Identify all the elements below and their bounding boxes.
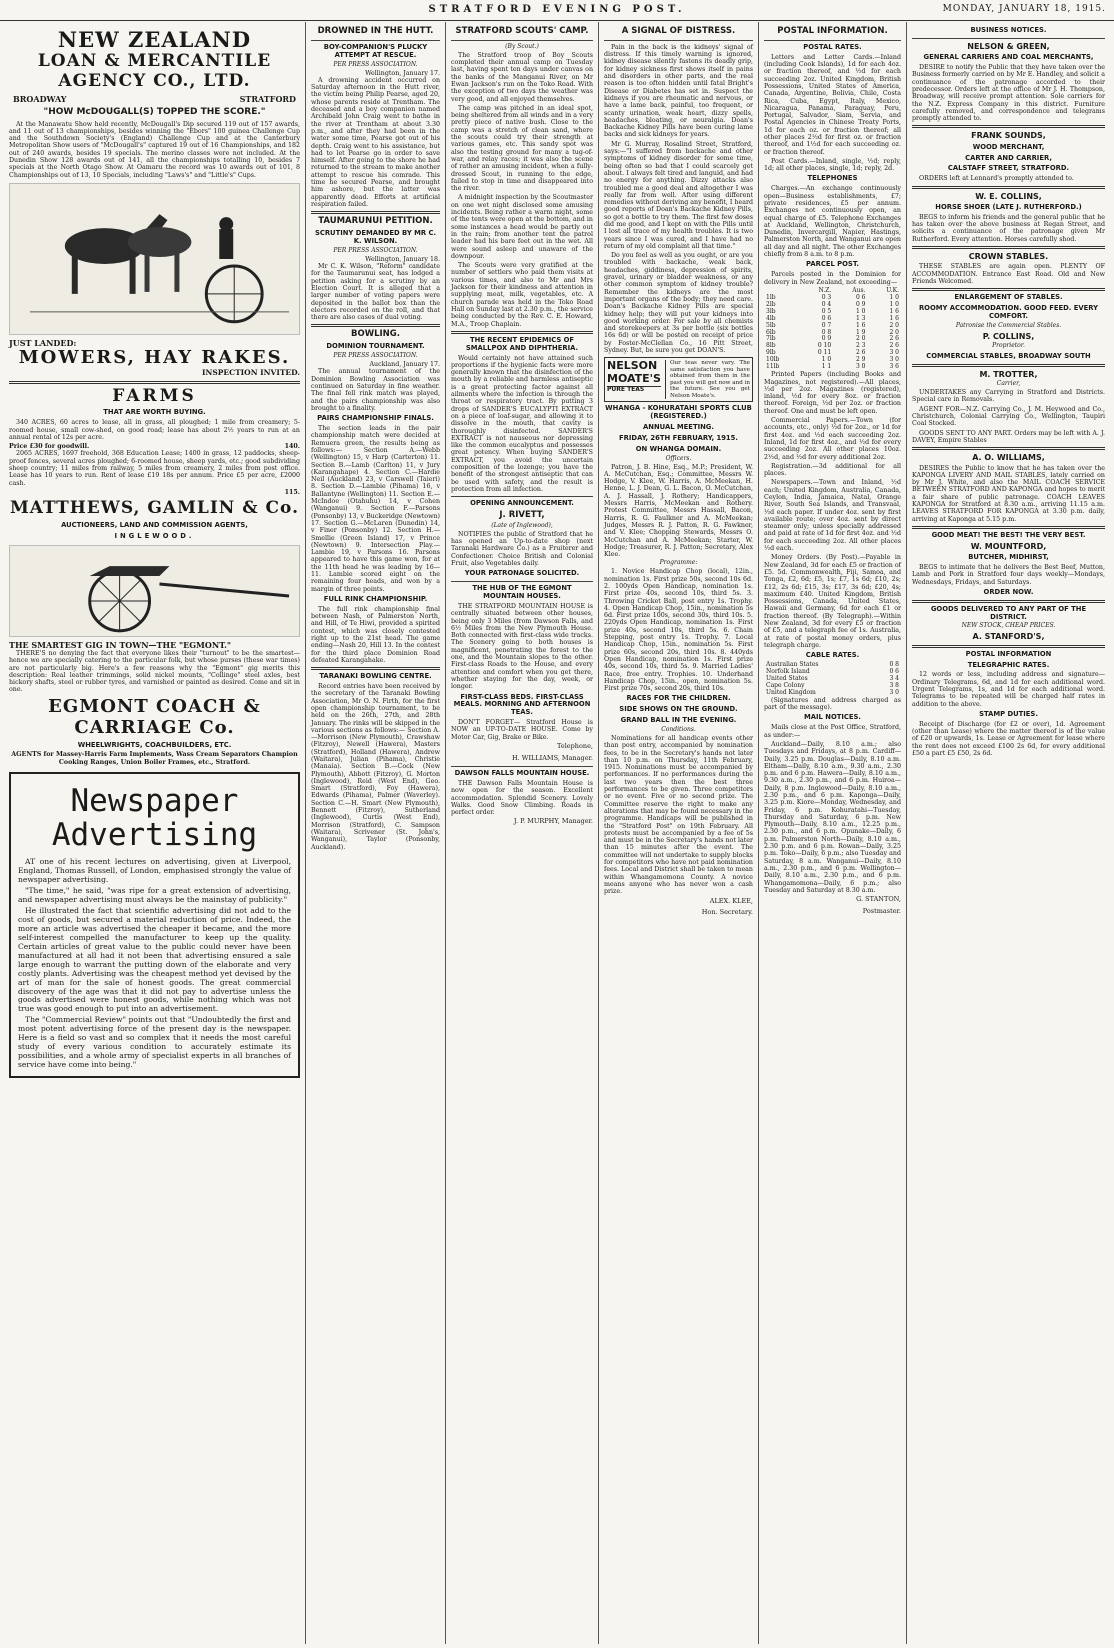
programme-heading: Programme: [659,559,698,567]
taumarunui-subhead: SCRUTINY DEMANDED BY MR C. K. WILSON. [314,229,437,245]
mail-intro: Mails close at the Post Office, Stratford, as under:— [764,724,901,739]
table-cell: 1 6 [889,314,899,322]
goods-sent: GOODS SENT TO ANY PART. Orders may be left with A. J. DAVEY, Empire Stables [912,429,1105,444]
signal-p1: Pain in the back is the kidneys' signal of distress. If this timely warning is ignored, kidney disease silently fastens its deadly grip, for kidney sickness first shows itself in pains and disorders in other parts, and the real reason is too often hidden until fatal Bright's Disease or Diabetes has set in. Suspect the kidneys if you are rheumatic and nervous, or have a lame back, painful, too frequent, or scanty urination, weak heart, dizzy spells, headaches, bloating, or neuralgia. Doan's Backache Kidney Pills have been curing lame backs and sick kidneys for years. [604,43,753,139]
parcel-table [764,288,901,371]
nzl-address-left: BROADWAY [13,93,67,104]
table-cell: 0 7 [821,321,832,329]
masthead [0,0,1114,21]
conditions-body: Nominations for all handicap events other than post entry, accompanied by nomination fees, to be in the Secretary's hands not later than 10 p.m. on Thursday, 11th February, 1915. Nominations must be accompanied by performances. If no performances during the last two years then the best three performances to be given. Three competitors or no event. Five or no second prize. The Committee reserve the right to make any alterations that may be found necessary in the programme. Handicaps will be published in the "Stratford Post" on 19th February. All protests must be accompanied by a fee of 5s and must be in the Secretary's hands not later than 15 minutes after the event. The committee will not undertake to supply blocks for competitors who have not paid nomination fees. Local and District shall be taken to mean within Whangamomona County. A novice means anyone who has never won a cash prize. [604,735,753,896]
cable-note: (Signatures and address charged as part of the message). [764,696,901,712]
nzl-quote: "HOW McDOUGALL(S) TOPPED THE SCORE." [43,107,266,118]
telegraphic-body: 12 words or less, including address and signature— Ordinary Telegrams, 6d, and 1d for each additional word. Urgent Telegrams, 1s, and 1d for each additional word. Telegrams to be repeated will be charged half rates in addition to the above. [912,671,1105,708]
newspapers: Newspapers.—Town and Inland, ½d each; United Kingdom, Australia, Canada, Ceylon, India, Jamaica, Natal, Orange River, South Sea Islands, and Transvaal, ½d each paper. If under 4oz. sent by first available route; over 4oz. sent by direct steamer only; unless specially addressed and paid at rate of 1d for first 4oz. and ½d for each succeeding 2oz. All other places ½d each. [764,479,901,553]
table-cell: 1lb [766,293,776,301]
news-ad-p4: The "Commercial Review" points out that "Undoubtedly the first and most potent advertising force of the present day is the newspaper. Here is a field so vast and so complex that it needs the most careful study of every various condition to accurately estimate its possibilities, and a whole army of specialist experts in all branches of service have come into being." [18,1015,291,1070]
nelson-green: NELSON & GREEN, [967,41,1050,51]
table-cell: 6lb [766,328,776,336]
parcel-post-heading: PARCEL POST. [805,260,860,269]
nzl-address-right: STRATFORD [239,93,296,104]
agent-body: AGENT FOR—N.Z. Carrying Co., J. M. Heywood and Co., Christchurch, Colonial Carrying Co., Wellington, Taupiri Coal Stocked. [912,405,1105,428]
rivett-body: NOTIFIES the public of Stratford that he has opened an Up-to-date shop (next Taranaki Hardware Co.) as a Fruiterer and Confectioner. Choice British and Colonial Fruit, also Vegetables daily. [451,530,593,568]
table-cell: 0 8 [821,328,832,336]
table-header: Aus. [852,286,866,294]
table-cell: 3 4 [889,675,899,682]
taumarunui-dateline: Wellington, January 18. [365,255,440,263]
postal-rates: POSTAL RATES. [803,42,862,51]
collins-name: W. E. COLLINS, [975,191,1042,201]
press-association: PER PRESS ASSOCIATION. [333,60,418,68]
races-children: RACES FOR THE CHILDREN. [626,694,731,703]
egmont-coach-agents: AGENTS for Massey-Harris Farm Implements, Wass Cream Separators Champion Cooking Ranges, Union Boiler Frames, etc., Stratford. [11,751,298,766]
nelson-green-sub: GENERAL CARRIERS AND COAL MERCHANTS, [923,53,1094,62]
wood-merchant: WOOD MERCHANT, [972,142,1045,151]
column-postal [759,22,907,1644]
stamp-body: Receipt of Discharge (for £2 or over), 1d. Agreement (other than Lease) where the matter thereof is of the value of £20 or upwards, 1s. Lease or Agreement for lease where the rent does not exceed £100 2s 6d, for every additional £50 a part £5 £50, 2s 6d. [912,720,1105,757]
table-cell: 1 0 [889,300,899,308]
programme-body: 1. Novice Handicap Chop (local), 12in., nomination 1s. First prize 50s, second 10s 6d. 2. 100yds Open Handicap, nomination 1s. First prize 40s, second 10s, third 5s. 3. Throwing Cricket Ball, post entry 1s. Trophy. 4. Open Handicap Chop, 15in., nomination 5s 6d. First prize 100s, second 30s, third 10s. 5. 220yds Open Handicap, nomination 1s. First prize 40s, second 10s, third 5s. 6. Chain Stepping, post entry 1s. Trophy. 7. Local Handicap Chop, 15in., nomination 5s. First prize 60s, second 20s, third 10s. 8. 440yds Open Handicap, nomination 1s. First prize 40s, second 10s, third 5s. 9. Married Ladies' Race, free entry. Trophies. 10. Underhand Handicap Chop, 15in., open, nomination 5s. First prize 70s, second 20s, third 10s. [604,568,753,693]
opening-announcement: OPENING ANNOUNCEMENT. [470,499,574,508]
table-cell: 1 3 [855,314,866,322]
taumarunui-body: Mr C. K. Wilson, "Reform" candidate for the Taumarunui seat, has lodged a petition asking for a scrutiny by an Election Court. It is alleged that a larger number of voting papers were deposited in the ballot box than the electors recorded on the roll, and that there are also cases of dual voting. [311,263,440,322]
taumarunui-headline: TAUMARUNUI PETITION. [318,216,433,227]
nzl-title-2: LOAN & MERCANTILE [37,51,272,72]
scouts-p1: The Stratford troop of Boy Scouts completed their annual camp on Tuesday last, having spent ten days under canvas on the banks of the Manganui River, on Mr Ewan Jackson's run on the Toko Road. With the exception of two days the weather was very good, and all enjoyed themselves. [451,51,593,103]
table-cell: 10lb [766,356,780,364]
gig-title: THE SMARTEST GIG IN TOWN—THE "EGMONT." [9,639,232,650]
hub-beds: FIRST-CLASS BEDS. FIRST-CLASS MEALS. MORNING AND AFTERNOON TEAS. [453,692,591,717]
mail-notices-heading: MAIL NOTICES. [804,713,861,722]
table-row [764,288,901,295]
nelson-moate-text: Our teas never vary. The same satisfaction you have obtained from them in the past you will get now and in the future. See you get Nelson Moate's. [669,360,750,399]
horse-cart-illustration [9,183,300,335]
p-collins: P. COLLINS, [982,331,1035,341]
postcards-body: Post Cards.—Inland, single, ½d; reply, 1d; all other places, single, 1d; reply, 2d. [764,157,901,173]
table-cell: 2 6 [889,335,899,343]
mowers-title: MOWERS, HAY RAKES. [18,347,291,369]
nzl-title-1: NEW ZEALAND [57,27,252,52]
commercial-papers: Commercial Papers.—Town (for accounts, etc., only) ½d for 2oz., or 1d for first 4oz. and ½d each succeeding 2oz. Inland, 1d for first 4oz., and ½d for every succeeding 2oz. All other places 10oz. 2½d, and ½d for every additional 2oz. [764,417,901,461]
cheap-prices: NEW STOCK, CHEAP PRICES. [961,622,1056,630]
table-cell: 2 6 [889,342,899,350]
table-cell: 2 6 [855,349,866,357]
order-now: ORDER NOW. [983,587,1034,596]
table-cell: 3 0 [889,349,899,357]
scouts-byline: (By Scout.) [505,42,539,50]
scouts-headline: STRATFORD SCOUTS' CAMP. [455,26,589,36]
drowned-body: A drowning accident occurred on Saturday afternoon in the Hutt river, the victim being Philip Pearse, aged 20, whose parents reside at Trentham. The deceased and a boy companion named Archibald John Craig went to bathe in the river at Trentham at about 3.30 p.m., and after they had been in the water some time, Pearse got out of his depth. Craig went to his assistance, but had to let Pearse go in order to save himself. After going to the shore he had returned to the stream to make another attempt to rescue his comrade. This time he secured Pearse, and brought him ashore, but the latter was apparently dead. Efforts at artificial respiration failed. [311,76,440,208]
table-cell: 1 0 [889,293,899,301]
table-cell: 0 4 [821,300,832,308]
table-header: N.Z. [818,286,832,294]
table-cell: 4lb [766,314,776,322]
table-cell: United States [766,675,808,682]
proprietor: Proprietor. [992,342,1025,350]
table-cell: 1 0 [855,307,866,315]
full-rink-body: The full rink championship final between Nash, of Palmerston North, and Hill, of Te Hiwi, provided a spirited contest, which was closely contested right up to the 21st head. The game ending—Nash 20, Hill 13. In the contest for the third place Dominion Road defeated Karangahake. [311,605,440,664]
enlargement: ENLARGEMENT OF STABLES. [954,293,1063,302]
column-ads-left [4,22,306,1644]
table-cell: 3lb [766,307,776,315]
trotter-name: M. TROTTER, [979,369,1038,379]
table-cell: 2lb [766,300,776,308]
grand-ball: GRAND BALL IN THE EVENING. [620,716,737,725]
stamp-duties: STAMP DUTIES. [979,709,1038,718]
nzl-body: At the Manawatu Show held recently, McDougall's Dip secured 119 out of 157 awards, and 11 out of 13 championships, besides winning the "Ebors" 100 guinea Challenge Cup and the Southdown Society's (England) Challenge Cup and at the Canterbury Metropolitan Show users of "McDougall's" captured 19 out of 16 Championships, and 182 out of 240 awards, besides 19 specials. The merino classes were not included. At the Dunedin Show 128 awards out of 141, all the championships totalling 10, besides 7 specials at the North Otago Show. At Oamaru the record was 10 awards out of 101, 8 Championships out of 13, 10 Specials, including "Laws's" and "Little's" Cups. [9,120,300,179]
drowned-headline: DROWNED IN THE HUTT. [317,26,434,36]
table-cell: 0 3 [821,293,832,301]
telegraphic-rates: TELEGRAPHIC RATES. [967,660,1050,669]
calstaff-street: CALSTAFF STREET, STRATFORD. [947,164,1070,173]
table-cell: 7lb [766,335,776,343]
telephones-body: Charges.—An exchange continuously open—Business establishments, £7; private residences, £5 per annum. Exchanges not continuously open, an equal charge of £5. Telephone Exchanges at Auckland, Wellington, Christchurch, Dunedin, Invercargill, Napier, Hastings, Palmerston North, and Wanganui are open all day and all night. The other Exchanges chiefly from 8 a.m. to 8 p.m. [764,185,901,259]
horse-mower-icon [10,184,299,334]
horse-shoer: HORSE SHOER (LATE J. RUTHERFORD.) [935,202,1082,211]
column-news-2 [446,22,599,1644]
farms-subtitle: THAT ARE WORTH BUYING. [103,408,206,417]
nelson-green-body: DESIRE to notify the Public that they have taken over the Business formerly carried on by Mr E. Handley, and solicit a continuance of the patronage accorded to their predecessor. Orders left at the office of Mr J. H. Thompson, Broadway, will receive prompt attention. Sole carriers for the N.Z. Express Company in this district. Furniture carefully removed, and correspondence and telegrams promptly attended to. [912,64,1105,123]
conditions-heading: Conditions. [661,726,696,734]
postal-info-2: POSTAL INFORMATION [965,649,1052,658]
table-row [764,690,901,697]
officers-body: Patron, J. B. Hine, Esq., M.P.; President, W. A. McCutchan, Esq.; Committee, Messrs W. Hodge, V. Klee, W. Harris, A. McMeekan, H. Henne, L. J. Dean, G. L. Bacon, O. McCutchan, A. J. Hassall, J. Rothery; Handicappers, Messrs Harris, McMeekan and Rothery. Protest Committee, Messrs Hassall, Bacon, Harris, R. G. Faulkner and A. McMeekan; Judges, Messrs R. J. Patton, R. G. Fawkner, and V. Klee; Chopping Stewards, Messrs O. McCutchan and A. McMeekan; Starter, W. Hodge; Treasurer, R. J. Patton; Secretary, Alex Klee. [604,463,753,559]
nelson-moate-tag: PURE TEAS [607,386,661,394]
mountford-name: W. MOUNTFORD, [970,541,1047,551]
table-cell: 2 3 [855,342,866,350]
cable-table [764,662,901,697]
table-row [764,302,901,309]
table-cell: 2 0 [855,335,866,343]
press-association-3: PER PRESS ASSOCIATION. [333,352,418,360]
table-cell: 1 6 [889,307,899,315]
newspaper-advertising-title: Newspaper Advertising [51,783,258,854]
whanga-place: ON WHANGA DOMAIN. [635,444,722,453]
whanga-headline: WHANGA - KOHURATAHI SPORTS CLUB (REGISTERED.) [605,404,752,421]
commercial-stables: COMMERCIAL STABLES, BROADWAY SOUTH [926,352,1091,361]
table-cell: 1 9 [855,328,866,336]
columns [4,22,1110,1644]
hub-manager: H. WILLIAMS, Manager. [511,753,593,762]
news-ad-p2: "The time," he said, "was ripe for a great extension of advertising, and newspaper advertising must always be the mainstay of publicity." [18,886,291,904]
table-cell: 1 1 [821,363,832,371]
press-association-2: PER PRESS ASSOCIATION. [333,246,418,254]
printed-papers: Printed Papers (including Books and Magazines, not registered).—All places, ½d per 2oz. Magazines (registered), inland, ½d for every 8oz. or fraction thereof. Foreign, ½d per 2oz. or fraction thereof. One and must be left open. [764,371,901,415]
farm-2: 2065 ACRES, 1697 freehold, 368 Education Lease; 1400 in grass, 12 paddocks, sheep-proof fences, several acres ploughed; 6-roomed house, sheep yards, etc.; good subdividing sheep country; 11 miles from railway, 5 miles from creamery, 2 miles from post office. Lease has 10 years to run. Rent of lease £19 18s per annum. Price £5 per acre, £2000 cash. [9,450,300,487]
egmont-coach-sub: WHEELWRIGHTS, COACHBUILDERS, ETC. [77,740,232,749]
table-cell: Norfolk Island [766,668,810,676]
business-notices: BUSINESS NOTICES. [970,26,1047,34]
egmont-coach-title: EGMONT COACH & CARRIAGE Co. [48,695,261,738]
table-cell: 0 6 [855,293,866,301]
trotter-carrier: Carrier, [996,380,1021,388]
table-header: U.K. [886,286,899,294]
table-cell: Australian States [766,661,819,669]
full-rink-headline: FULL RINK CHAMPIONSHIP. [323,594,428,603]
table-row [764,350,901,357]
hub-headline: THE HUB OF THE EGMONT MOUNTAIN HOUSES. [472,584,572,601]
klee-role: Hon. Secretary. [701,908,753,917]
just-landed: JUST LANDED: [9,337,77,348]
table-row [764,316,901,323]
postal-headline: POSTAL INFORMATION. [777,26,888,36]
taranaki-bowling-body: Record entries have been received by the secretary of the Taranaki Bowling Association, Mr O. N. Firth, for the first open championship tournament, to be held on the 26th, 27th, and 28th January. The rinks will be skipped in the various sections as follows:— Section A.—Morrison (New Plymouth), Crawshaw (Fitzroy), Newell (Hawera), Masters (Stratford), Holland (Hawera), Andrew (Waitara), Julian (Pihama), Christie (Manaia). Section B.—Cock (New Plymouth), Abbott (Fitzroy), G. Morton (Inglewood), Reid (West End), Geo. Smart (Stratford), Foy (Hawera), Edwards (Pihama), Palmer (Waverley). Section C.—H. Smart (New Plymouth), Bennett (Fitzroy), Sutherland (Inglewood), Curtis (West End), Morrison (Stratford), C. Sampson (Waitara), Scrivener (St. John's, Wanganui), Taylor (Ponsonby, Auckland). [311,683,440,851]
mail-body: Auckland—Daily, 8.10 a.m.; also Tuesdays and Fridays, at 8 p.m. Cardiff—Daily, 3.25 p.m. Douglas—Daily, 8.10 a.m. Eltham—Daily, 8.10 a.m., 9.30 a.m., 2.30 p.m. and 6 p.m. Hawera—Daily, 8.10 a.m., 9.30 a.m., 2.30 p.m., and 6 p.m. Huiroa—Daily, 8 p.m. Inglewood—Daily, 8.10 a.m., 2.30 p.m., and 6 p.m. Kaponga—Daily, 3.25 p.m. Kiore—Monday, Wednesday, and Friday, 6 p.m. Kohuratahi—Tuesday, Thursday and Saturday, 6 p.m. New Plymouth—Daily, 8.10 a.m., 12.25 p.m., 2.30 p.m., and 6 p.m. Opunake—Daily, 6 p.m. Palmerston North—Daily, 8.10 a.m., 2.30 p.m. and 6 p.m. Rowan—Daily, 3.25 p.m. Toko—Daily, 6 p.m.; also Tuesday and Saturday, 8 a.m. Wanganui—Daily, 8.10 a.m., 2.30 p.m., and 6 p.m. Wellington—Daily, 8.10 a.m., 2.30 p.m., and 6 p.m. Whangamomona—Daily, 6 p.m.; also Tuesday and Saturday at 8.30 a.m. [764,740,901,894]
stanford-name: A. STANFORD'S, [972,632,1045,642]
bowling-body: The annual tournament of the Dominion Bowling Association was continued on Saturday in fine weather. The final fell rink match was played, and the pairs championship was also brought to a finality. [311,368,440,412]
table-cell: 11lb [766,363,780,371]
table-cell: 1 6 [855,321,866,329]
matthews-gamlin-title: MATTHEWS, GAMLIN & Co. [9,498,300,519]
hub-body: THE STRATFORD MOUNTAIN HOUSE is centrally situated between other houses, being only 3 Miles (from Dawson Falls, and 6½ Miles from the New Plymouth House. Both connected with first-class wide tracks. The Scenery going to both houses is magnificent, penetrating the forest to the one, and the Mountain slopes to the other. First-class Roads to the House, and every attention and comfort when you get there, whether staying for the day, week, or longer. [451,602,593,691]
table-cell: United Kingdom [766,688,816,696]
table-row [764,295,901,302]
drowned-dateline: Wellington, January 17. [365,69,440,77]
table-row [764,336,901,343]
column-news-1 [306,22,446,1644]
farm-1: 340 ACRES, 60 acres to lease, all in grass, all ploughed; 1 mile from creamery; 5-roomed house, small cow-shed, on good road; lease has about 2½ years to run at an annual rental of 12s per acre. [9,419,300,441]
farm-2-number: 115. [284,488,300,496]
table-cell: Cape Colony [766,681,805,689]
registration: Registration.—3d additional for all places. [764,462,901,478]
good-meat: GOOD MEAT! THE BEST! THE VERY BEST. [931,530,1086,539]
patronage-solicited: YOUR PATRONAGE SOLICITED. [464,569,580,578]
taranaki-bowling-headline: TARANAKI BOWLING CENTRE. [319,672,432,681]
table-cell: 3 6 [889,363,899,371]
table-row [764,330,901,337]
nzl-address [13,95,296,104]
table-cell: 2 0 [889,321,899,329]
pairs-headline: PAIRS CHAMPIONSHIP FINALS. [317,414,434,423]
rivett-name: J. RIVETT, [499,510,545,521]
annual-meeting: ANNUAL MEETING. [643,422,714,431]
signal-headline: A SIGNAL OF DISTRESS. [621,26,736,36]
telephone-label: Telephone, [557,742,593,751]
newspaper-advertising-ad [9,772,300,1078]
gig-illustration [9,545,300,637]
patronise: Patronise the Commercial Stables. [955,321,1062,329]
bowling-subhead: DOMINION TOURNAMENT. [326,342,425,351]
table-cell: 0 6 [889,668,899,676]
nelson-moate-name: NELSON MOATE'S [607,359,661,386]
rivett-late: (Late of Inglewood), [491,521,553,529]
bowling-headline: BOWLING. [351,329,400,340]
signal-p2: Mr G. Murray, Rosalind Street, Stratford, says:—"I suffered from backache and other symptoms of kidney disorder for some time, being often so bad that I could scarcely get about. I always felt tired and languid, and had no energy for anything. Dizzy attacks also troubled me a good deal and altogether I was really far from well. After using different remedies without deriving any benefit, I heard good reports of Doan's Backache Kidney Pills, so got a bottle to try them. The first few doses did me good, and I kept on with the Pills until I lost all trace of my health troubles. It is two years since I was cured, and I have had no return of my old complaint all that time." [604,140,753,250]
dawson-manager: J. P. MURPHY, Manager. [513,817,593,826]
roomy-accommodation: ROOMY ACCOMMODATION. GOOD FEED. EVERY COMFORT. [918,304,1099,320]
table-cell: 0 11 [817,349,832,357]
farm-1-price: Price £30 for goodwill. [9,443,90,451]
mountford-body: BEGS to intimate that he delivers the Best Beef, Mutton, Lamb and Pork in Stratford four days weekly—Mondays, Wednesdays, Fridays, and Saturdays. [912,563,1105,586]
gig-carriage-icon [10,546,299,636]
bowling-dateline: Auckland, January 17. [369,361,440,369]
column-business [907,22,1110,1644]
matthews-gamlin-sub: AUCTIONEERS, LAND AND COMMISSION AGENTS, [61,520,248,529]
table-cell: 0 9 [855,300,866,308]
postal-body: Letters and Letter Cards.—Inland (including Cook Islands), 1d for each 4oz. or fraction thereof, and ½d for each succeeding 2oz. United Kingdom, British Possessions, United States of America, Canada, Argentine, Bolivia, Chile, Costa Rica, Cuba, Egypt, Italy, Mexico, Nicaragua, Panama, Paraguay, Peru, Portugal, Salvador, Siam, Servia, and Postal Agencies in Chinese Treaty Ports, 1d for each oz. or fraction thereof; all other places 2½d for first oz. or fraction thereof, and 1½d for each succeeding oz. or fraction thereof. [764,53,901,156]
scouts-p2: The camp was pitched in an ideal spot, being sheltered from all winds and in a very pretty piece of native bush. Close to the camp was a stretch of clean sand, where the scouts could try their strength at various games, etc. This sandy spot was also the testing ground for many a tug-of-war, and relay races; it was also the scene of rather an amusing incident, when a fully-dressed Scout, in running to the edge, failed to stop in time and disappeared into the river. [451,104,593,193]
side-shows: SIDE SHOWS ON THE GROUND. [619,705,738,714]
williams-body: DESIRES the Public to know that he has taken over the KAPONGA LIVERY AND MAIL STABLES, lately carried on by Mr J. White, and also the MAIL COACH SERVICE BETWEEN STRATFORD AND KAPONGA and hopes to merit a fair share of public patronage. COACH LEAVES KAPONGA for Stratford at 8.30 a.m., arriving 11.15 a.m. LEAVES STRATFORD FOR KAPONGA at 3.30 p.m. daily, arriving at Kaponga at 5.15 p.m. [912,464,1105,523]
news-ad-p3: He illustrated the fact that scientific advertising did not add to the cost of goods, but secured a material reduction of price. Indeed, the more an article was advertised the cheaper it became, and the more self-interest compelled the manufacturer to keep up the quality. Certain articles of great value to the public could never have been manufactured at all had it not been that advertising ensured a sale large enough to warrant the putting down of the elaborate and very costly plants. Advertising was the cheapest method yet devised by the art of man for the sale of honest goods. The great commercial discovery of the age was that it did not pay to advertise unless the goods advertised were honest goods, while nothing which was not true was good enough to put into an advertisement. [18,905,291,1014]
parcel-intro: Parcels posted in the Dominion for delivery in New Zealand, not exceeding— [764,271,901,286]
smallpox-headline: THE RECENT EPIDEMICS OF SMALLPOX AND DIPHTHERIA. [465,335,579,352]
money-orders: Money Orders. (By Post).—Payable in New Zealand, 3d for each £5 or fraction of £5. 5d. Commonwealth, Fiji, Samoa, and Tonga, £2, 6d; £5, 1s; £7, 1s 6d; £10, 2s; £12, 2s 6d; £15, 3s; £17, 3s 6d; £20, 4s; maximum £40. United Kingdom, British Possessions, Canada, United States, Hawaii and Germany, 6d for each £1 or fraction thereof. (By Telegraph).—Within New Zealand, 3d for every £5 or fraction of £5, and a telegraph fee of 1s. Australia, at rate of postal money orders, plus telegraph charge. [764,554,901,649]
table-row [764,357,901,364]
stanton-signature: G. STANTON, [856,895,901,904]
smallpox-body: Would certainly not have attained such proportions if the hygienic facts were more generally known that the disinfection of the mouth by a reliable and harmless antiseptic is a great protecting factor against all ailments where the infection is through the throat or respiratory tract. By putting 3 drops of SANDER'S EUCALYPTI EXTRACT on a piece of loaf-sugar, and allowing it to dissolve in the mouth, that cavity is thoroughly disinfected. SANDER'S EXTRACT is not nauseous nor depressing like the common eucalyptus and possesses great potency. When buying SANDER'S EXTRACT, you avoid the uncertain composition of the lozenge; you have the benefit of the strongest antiseptic that can be used with safety, and the result is protection from all infection. [451,354,593,493]
table-cell: 5lb [766,321,776,329]
table-cell: 3 0 [855,363,866,371]
column-news-3 [599,22,759,1644]
scouts-p4: The Scouts were very gratified at the number of settlers who paid them visits at various times, and also to Mr and Mrs Jackson for their kindness and attention in supplying meat, milk, vegetables, etc. A church parade was held in the Toko Road Hall on Sunday last at 2.30 p.m., the service being conducted by the Rev. C. E. Howard, M.A., Troop Chaplain. [451,262,593,328]
cable-rates-heading: CABLE RATES. [805,651,860,660]
table-cell: 1 0 [821,356,832,364]
farm-1-number: 140. [284,443,300,451]
carter-carrier: CARTER AND CARRIER, [965,153,1052,162]
nzl-title-3: AGENCY CO., LTD. [58,71,251,92]
table-cell: 3 8 [889,681,899,689]
table-row [764,364,901,371]
scouts-p3: A midnight inspection by the Scoutmaster on one wet night disclosed some amusing incidents. Being rather a warm night, some of the tents were open at the bottom, and in some instances a head would be partly out in the rain; from another tent the patrol leader had his bare feet out in the wet. All were sound asleep and unaware of the downpour. [451,194,593,260]
inspection-invited: INSPECTION INVITED. [201,368,300,378]
pairs-body: The section leads in the pair championship match were decided at Remuera green, the results being as follows:— Section A.—Webb (Wellington) 15, v Harp (Carterton) 11. Section B.—Lamb (Carlton) 11, v Jury (Karangahape) 4. Section C.—Hardie Neil (Auckland) 23, v Carswell (Taieri) 8. Section D.—Lambie (Pihama) 16, v Ballantyne (Wellington) 11. Section E.—McIndoe (Otahuhu) 14, v Cohen (Wanganui) 9. Section F.—Parsons (Ponsonby) 13, v Buckeridge (Newtown) 17. Section G.—McLaren (Dunedin) 14, v Finer (Ponsonby) 12. Section H.—Smellie (Green Island) 17, v Prince (Newtown) 9. Intersection Play.—Lambie 19, v Parsons 16. Parsons appeared to have this game won, for at the 11th head he was leading by 16—11. Lambie scored eight on the remaining four heads, and won by a margin of three points. [311,425,440,593]
signal-p3: Do you feel as well as you ought, or are you troubled with backache, weak back, headaches, giddiness, depression of spirits, gravel, urinary or bladder weakness, or any other common symptom of kidney trouble? Remember the kidneys are the most important organs of the body; they need care. Doan's Backache Kidney Pills are special kidney help; they will put your kidneys into good working order. For sale by all chemists and storekeepers at 3s per bottle (six bottles 16s 6d) or will be posted on receipt of price by Foster-McClellan Co., 16 Pitt Street, Sydney. But, be sure you get DOAN'S. [604,252,753,355]
table-cell: 0 5 [821,307,832,315]
matthews-gamlin-town: INGLEWOOD. [114,531,195,540]
postmaster: Postmaster. [862,906,901,915]
frank-body: ORDERS left at Lennard's promptly attended to. [919,175,1074,183]
dawson-headline: DAWSON FALLS MOUNTAIN HOUSE. [454,769,590,778]
farms-title: FARMS [112,385,197,406]
table-cell: 2 9 [855,356,866,364]
williams-name: A. O. WILLIAMS, [972,453,1045,463]
news-ad-p1: AT one of his recent lectures on advertising, given at Liverpool, England, Thomas Russell, of London, emphasised strongly the value of newspaper advertising. [18,857,291,885]
frank-sounds: FRANK SOUNDS, [971,131,1046,141]
gig-body: THERE'S no denying the fact that everyone likes their "turnout" to be the smartest—hence we are specially catering to the particular folk, but whose purses (these war times) are not particularly big. Here's a few reasons why the "Egmont" gig merits this description: Real leather trimmings, solid nickel mounts, "Collinge" steel axles, best hickory shafts, steel or rubber tyres, and varnished or painted as desired. Come and sit in one. [9,650,300,694]
telephones-heading: TELEPHONES [807,174,858,183]
crown-stables: CROWN STABLES. [968,252,1049,261]
table-row [764,309,901,316]
table-cell: 9lb [766,349,776,357]
dawson-body: THE Dawson Falls Mountain House is now open for the season. Excellent accommodation. Splendid Scenery. Lovely Walks. Good Snow Climbing. Roads in perfect order. [451,780,593,817]
table-cell: 2 0 [889,328,899,336]
drowned-subhead: BOY-COMPANION'S PLUCKY ATTEMPT AT RESCUE. [323,42,428,59]
table-cell: 3 0 [889,356,899,364]
table-cell: 0 6 [821,314,832,322]
masthead-date: MONDAY, JANUARY 18, 1915. [942,4,1106,14]
collins-body: BEGS to inform his friends and the general public that he has taken over the above business at Regan Street, and solicits a continuance of the patronage given Mr Rutherford. Every attention. Horses carefully shod. [912,213,1105,243]
trotter-body: UNDERTAKES any Carrying in Stratford and Districts. Special care in Removals. [912,389,1105,404]
hub-dont-forget: DON'T FORGET— Stratford House is NOW an UP-TO-DATE HOUSE. Come by Motor Car, Gig, Brake or Bike. [451,719,593,741]
table-cell: 0 8 [889,661,899,669]
table-cell: 3 0 [889,688,899,696]
table-row [764,343,901,350]
crown-body: THESE STABLES are again open. PLENTY OF ACCOMMODATION. Entrance East Road. Old and New Friends Welcomed. [912,263,1105,285]
whanga-date: FRIDAY, 26TH FEBRUARY, 1915. [619,433,738,442]
table-cell: 8lb [766,342,776,350]
klee-signature: ALEX. KLEE, [709,896,753,905]
masthead-title: STRATFORD EVENING POST. [428,4,686,15]
officers-heading: Officers. [665,454,692,462]
table-cell: 0 9 [821,335,832,343]
nelson-moate-ad [604,357,753,402]
goods-delivered: GOODS DELIVERED TO ANY PART OF THE DISTRICT. [930,604,1087,621]
table-row [764,323,901,330]
table-cell: 0 10 [817,342,832,350]
butcher: BUTCHER, MIDHIRST, [968,553,1049,562]
